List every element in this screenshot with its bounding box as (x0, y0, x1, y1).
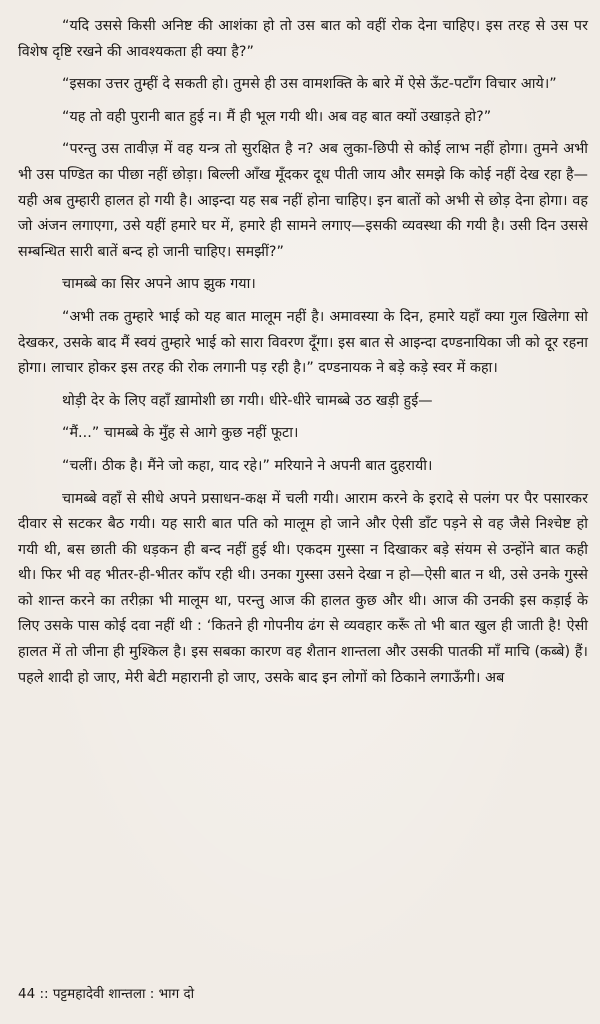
paragraph-4: “परन्तु उस तावीज़ में वह यन्त्र तो सुरक्षित है न? अब लुका-छिपी से कोई लाभ नहीं होगा। तुमने अभी भी उस पण्डित का पीछा नहीं छोड़ा। बिल्ली आँख मूँदकर दूध पीती जाय और समझे कि कोई नहीं देख रहा है—यही अब तुम्हारी हालत हो गयी है। आइन्दा यह सब नहीं होना चाहिए। इन बातों को अभी से छोड़ देना होगा। वह जो अंजन लगाएगा, उसे यहीं हमारे घर में, हमारे ही सामने लगाए—इसकी व्यवस्था की गयी है। उसी दिन उससे सम्बन्धित सारी बातें बन्द हो जानी चाहिए। समझीं?” (18, 141, 588, 260)
body-text (18, 14, 588, 698)
paragraph-5: चामब्बे का सिर अपने आप झुक गया। (62, 276, 256, 293)
paragraph-10: चामब्बे वहाँ से सीधे अपने प्रसाधन-कक्ष में चली गयी। आराम करने के इरादे से पलंग पर पैर पसारकर दीवार से सटकर बैठ गयी। यह सारी बात पति को मालूम हो जाने और ऐसी डाँट पड़ने से वह जैसे निश्चेष्ट हो गयी थी, बस छाती की धड़कन ही बन्द नहीं हुई थी। एकदम गुस्सा न दिखाकर बड़े संयम से उन्होंने बात कही थी। फिर भी वह भीतर-ही-भीतर काँप रही थी। उनका गुस्सा उसने देखा न हो—ऐसी बात न थी, उसे उनके गुस्से को शान्त करने का तरीक़ा भी मालूम था, परन्तु आज की हालत कुछ और थी। आज की उनकी इस कड़ाई के लिए उसके पास कोई दवा नहीं थी : ‘कितने ही गोपनीय ढंग से व्यवहार करूँ तो भी बात खुल ही जाती है! ऐसी हालत में तो जीना ही मुश्किल है। इस सबका कारण वह शैतान शान्तला और उसकी पातकी माँ माचि (कब्बे) हैं। पहले शादी हो जाए, मेरी बेटी महारानी हो जाए, उसके बाद इन लोगों को ठिकाने लगाऊँगी। अब (18, 490, 588, 686)
paragraph-2: “इसका उत्तर तुम्हीं दे सकती हो। तुमसे ही उस वामशक्ति के बारे में ऐसे ऊँट-पटाँग विचार आये।” (62, 76, 557, 93)
paragraph-9: “चलीं। ठीक है। मैंने जो कहा, याद रहे।” मरियाने ने अपनी बात दुहरायी। (62, 457, 433, 474)
paragraph-1: “यदि उससे किसी अनिष्ट की आशंका हो तो उस बात को वहीं रोक देना चाहिए। इस तरह से उस पर विशेष दृष्टि रखने की आवश्यकता ही क्या है?” (18, 18, 588, 60)
paragraph-3: “यह तो वही पुरानी बात हुई न। मैं ही भूल गयी थी। अब वह बात क्यों उखाड़ते हो?” (62, 108, 492, 125)
paragraph-8: “मैं...” चामब्बे के मुँह से आगे कुछ नहीं फूटा। (62, 425, 299, 442)
paragraph-7: थोड़ी देर के लिए वहाँ ख़ामोशी छा गयी। धीरे-धीरे चामब्बे उठ खड़ी हुई— (62, 392, 433, 409)
page-footer: 44 :: पट्टमहादेवी शान्तला : भाग दो (18, 986, 195, 1002)
paragraph-6: “अभी तक तुम्हारे भाई को यह बात मालूम नहीं है। अमावस्या के दिन, हमारे यहाँ क्या गुल खिलेगा सो देखकर, उसके बाद मैं स्वयं तुम्हारे भाई को सारा विवरण दूँगा। इस बात से आइन्दा दण्डनायिका जी को दूर रहना होगा। लाचार होकर इस तरह की रोक लगानी पड़ रही है।” दण्डनायक ने बड़े कड़े स्वर में कहा। (18, 308, 588, 377)
